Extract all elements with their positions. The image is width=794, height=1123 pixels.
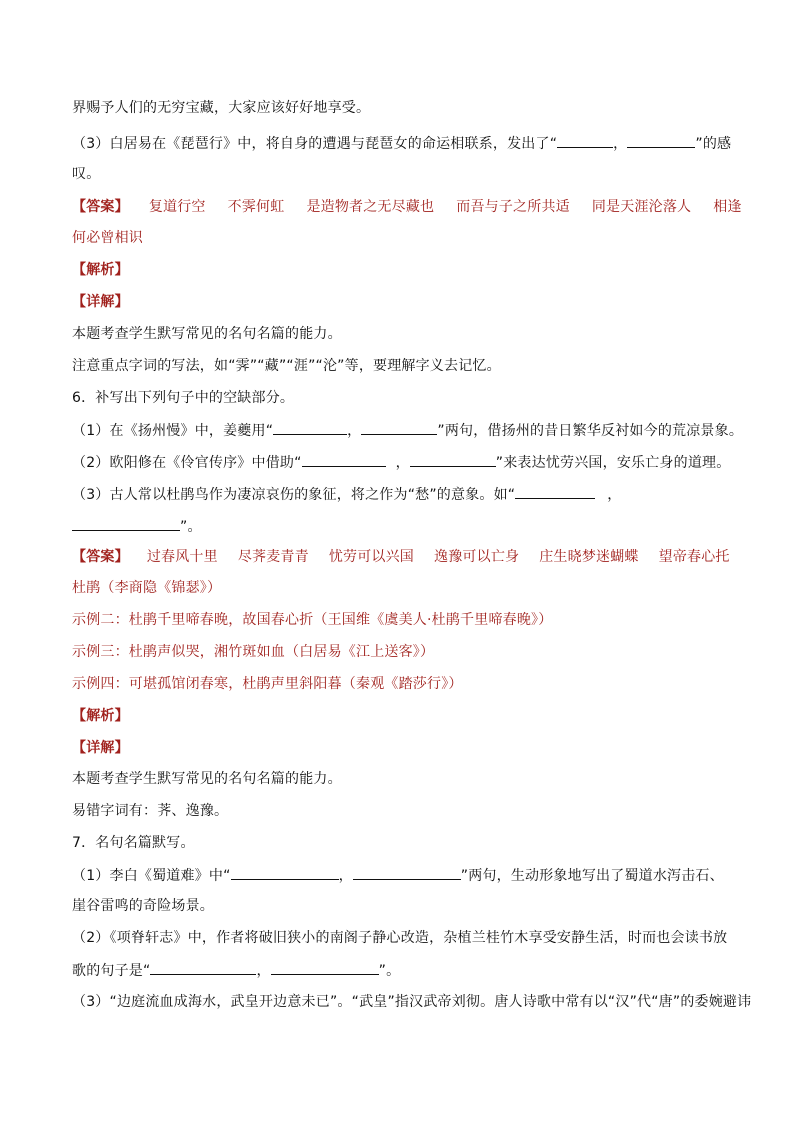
text-segment: ”来表达忧劳兴国，安乐亡身的道理。 [495,455,731,471]
text-segment: ， [338,868,353,884]
text-line: 界赐予人们的无穷宝藏，大家应该好好地享受。 [72,100,371,116]
example-line: 示例三：杜鹃声似哭，湘竹斑如血（白居易《江上送客》） [72,644,435,660]
detail-label: 【详解】 [72,740,129,756]
text-segment: 歌的句子是“ [72,963,151,979]
answer-item: 过春风十里 [146,549,218,565]
text-segment: （1）李白《蜀道难》中“ [72,868,231,884]
answer-item: 同是天涯沦落人 [591,199,692,215]
text-segment: （3）白居易在《琵琶行》中，将自身的遭遇与琵琶女的命运相联系，发出了“ [72,136,558,152]
answer-item: 尽荠麦青青 [237,549,309,565]
example-line: 示例四：可堪孤馆闭春寒，杜鹃声里斜阳暮（秦观《踏莎行》） [72,676,463,692]
answer-blank [231,865,339,880]
text-segment: ， [347,423,362,439]
question-7-title: 7．名句名篇默写。 [72,835,195,851]
answer-blank [150,960,256,975]
question-6-2 [72,452,730,473]
answer-continuation: 何必曾相识 [72,230,143,246]
answer-blank [627,133,695,148]
text-segment: ”。 [180,519,202,535]
analysis-label: 【解析】 [72,708,129,724]
answer-item: 望帝春心托 [658,549,730,565]
text-line: 本题考查学生默写常见的名句名篇的能力。 [72,771,342,787]
text-segment: ”。 [378,963,401,979]
answer-item: 不霁何虹 [227,199,285,215]
answer-blank [353,865,461,880]
answer-blank [273,420,347,435]
answer-item: 忧劳可以兴国 [328,549,415,565]
answer-label: 【答案】 [72,199,129,215]
text-line: 易错字词有：荠、逸豫。 [72,803,229,819]
answer-item: 逸豫可以亡身 [434,549,520,565]
example-line: 示例二：杜鹃千里啼春晚，故国春心折（王国维《虞美人·杜鹃千里啼春晚》） [72,612,553,628]
text-segment: ， [613,136,628,152]
analysis-label: 【解析】 [72,262,129,278]
answer-item: 复道行空 [148,199,206,215]
question-7-3: （3）“边庭流血成海水，武皇开边意未已”。“武皇”指汉武帝刘彻。唐人诗歌中常有以“汉”代“唐”的委婉避讳 [72,994,752,1010]
text-segment: ”的感 [695,136,732,152]
question-6-3-cont [72,516,202,537]
question-7-1 [72,865,724,886]
answer-line [72,197,742,217]
answer-blank [410,452,496,467]
text-segment: （3）古人常以杜鹃鸟作为凄凉哀伤的象征，将之作为“愁”的意象。如“ [72,487,516,503]
text-line: 叹。 [72,166,101,182]
text-segment: （2）欧阳修在《伶官传序》中借助“ [72,455,302,471]
text-segment: ， [607,487,622,503]
detail-label: 【详解】 [72,294,129,310]
answer-item: 庄生晓梦迷蝴蝶 [539,549,639,565]
question-6-1 [72,420,743,441]
text-line: 崖谷雷鸣的奇险场景。 [72,898,214,914]
answer-continuation: 杜鹃（李商隐《锦瑟》） [72,580,222,596]
answer-blank [271,960,379,975]
text-line: 注意重点字词的写法，如“霁”“藏”“涯”“沦”等，要理解字义去记忆。 [72,358,501,374]
question-7-2-cont [72,960,400,981]
text-segment: ， [256,963,271,979]
text-segment: ， [395,455,410,471]
text-segment: ”两句，生动形象地写出了蜀道水泻击石、 [460,868,724,884]
answer-blank [557,133,613,148]
question-5-3 [72,133,731,154]
answer-item: 是造物者之无尽藏也 [306,199,435,215]
question-7-2: （2）《项脊轩志》中，作者将破旧狭小的南阁子静心改造，杂植兰桂竹木享受安静生活，时而也会读书放 [72,930,728,946]
answer-blank [302,452,386,467]
answer-line [72,547,730,567]
answer-label: 【答案】 [72,549,129,565]
question-6-title: 6．补写出下列句子中的空缺部分。 [72,390,295,406]
answer-blank [72,516,180,531]
answer-item: 相逢 [713,199,742,215]
answer-blank [515,484,595,499]
text-segment: （1）在《扬州慢》中，姜夔用“ [72,423,274,439]
question-6-3 [72,484,621,505]
text-line: 本题考查学生默写常见的名句名篇的能力。 [72,326,342,342]
answer-item: 而吾与子之所共适 [456,199,570,215]
answer-blank [361,420,437,435]
text-segment: ”两句，借扬州的昔日繁华反衬如今的荒凉景象。 [437,423,744,439]
